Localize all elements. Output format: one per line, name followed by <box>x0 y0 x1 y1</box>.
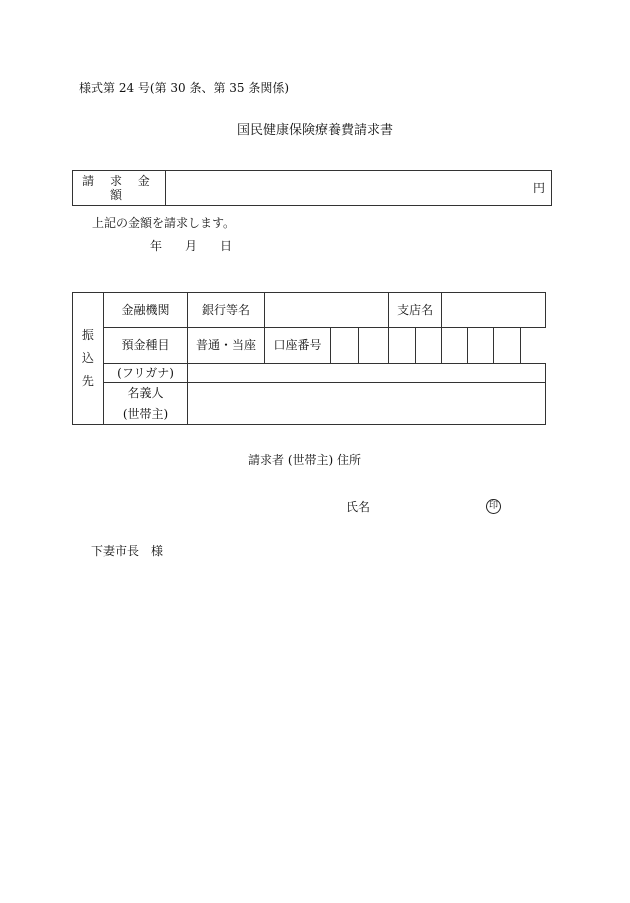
amount-table <box>72 170 552 206</box>
account-digit[interactable] <box>441 328 467 364</box>
furigana-field[interactable] <box>188 364 546 383</box>
claimant-address-label: 請求者 (世帯主) 住所 <box>248 453 361 467</box>
bank-name-field[interactable] <box>264 293 389 328</box>
document-title: 国民健康保険療養費請求書 <box>236 123 393 138</box>
date-year: 年 <box>150 239 163 253</box>
date-day: 日 <box>220 239 233 253</box>
account-digit[interactable] <box>389 328 416 364</box>
form-number: 様式第 24 号(第 30 条、第 35 条関係) <box>79 81 290 95</box>
furigana-label: (フリガナ) <box>103 364 188 383</box>
bank-transfer-table <box>72 292 546 425</box>
transfer-destination-label: 振 込 先 <box>73 293 104 425</box>
account-digit[interactable] <box>331 328 359 364</box>
account-digit[interactable] <box>416 328 442 364</box>
account-number-label: 口座番号 <box>264 328 330 364</box>
account-digit[interactable] <box>359 328 389 364</box>
claimant-name-label: 氏名 <box>346 500 371 514</box>
amount-unit: 円 <box>532 180 545 195</box>
date-month: 月 <box>185 239 198 253</box>
amount-label: 請 求 金 額 <box>73 171 166 206</box>
amount-field[interactable] <box>166 171 552 206</box>
account-digit[interactable] <box>468 328 494 364</box>
branch-label: 支店名 <box>389 293 441 328</box>
account-holder-field[interactable] <box>188 383 546 425</box>
seal-icon: 印 <box>486 498 501 514</box>
request-statement: 上記の金額を請求します。 <box>92 216 236 230</box>
account-holder-label: 名義人 (世帯主) <box>103 383 188 425</box>
deposit-type-label: 預金種目 <box>103 328 188 364</box>
addressee: 下妻市長 様 <box>91 544 164 558</box>
deposit-type-value[interactable]: 普通・当座 <box>188 328 265 364</box>
branch-field[interactable] <box>441 293 545 328</box>
account-digit[interactable] <box>494 328 520 364</box>
financial-institution-label: 金融機関 <box>103 293 188 328</box>
bank-name-label: 銀行等名 <box>188 293 265 328</box>
